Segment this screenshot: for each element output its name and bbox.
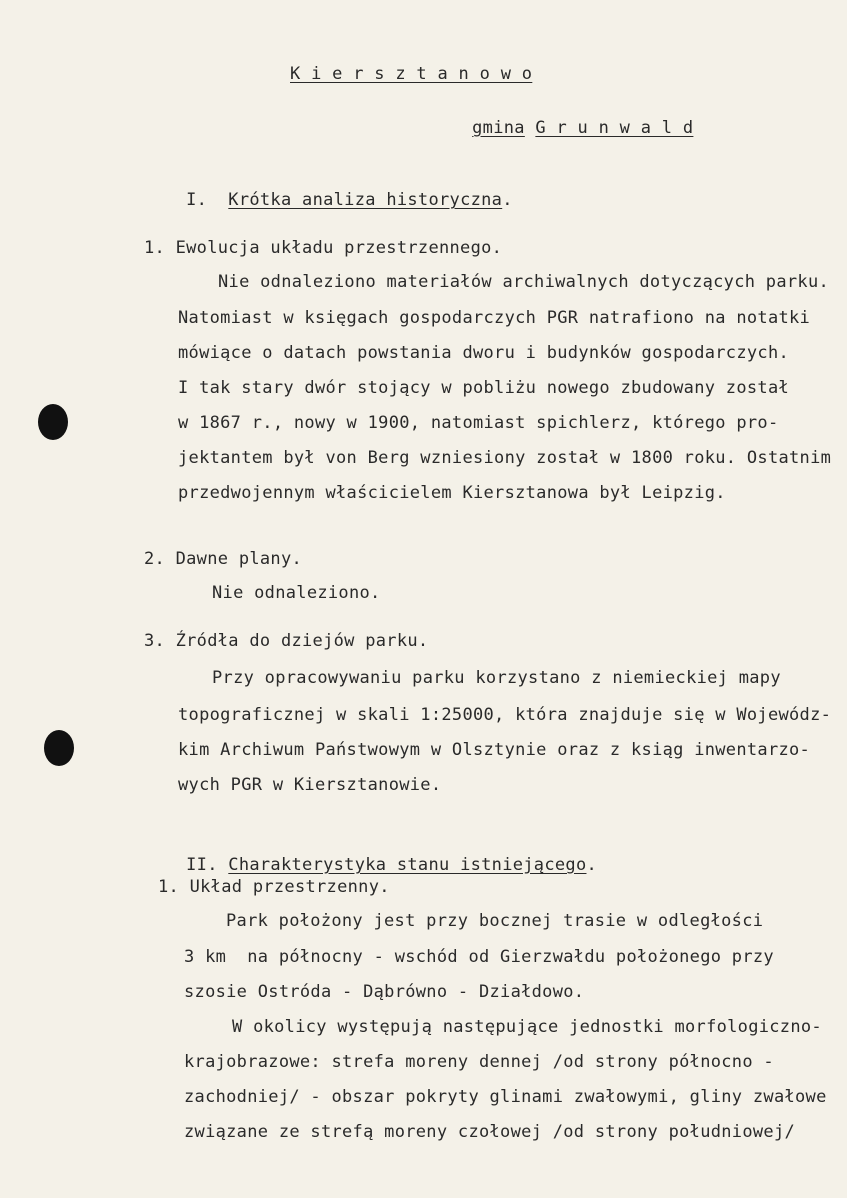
section-title: Krótka analiza historyczna	[228, 190, 503, 210]
section-heading-end: .	[502, 190, 513, 210]
paragraph-line: przedwojennym właścicielem Kiersztanowa był Leipzig.	[178, 483, 726, 503]
paragraph-line: związane ze strefą moreny czołowej /od strony południowej/	[184, 1122, 796, 1142]
paragraph-line: mówiące o datach powstania dworu i budynków gospodarczych.	[178, 343, 790, 363]
document-subtitle	[430, 98, 693, 158]
section-number: I.	[186, 190, 208, 210]
section-title: Charakterystyka stanu istniejącego	[228, 855, 587, 875]
paragraph-line: Natomiast w księgach gospodarczych PGR natrafiono na notatki	[178, 308, 811, 328]
item-title: 1. Układ przestrzenny.	[158, 877, 390, 897]
paragraph-line: W okolicy występują następujące jednostki morfologiczno-	[232, 1017, 822, 1037]
subtitle-prefix: gmina	[472, 118, 525, 138]
section-heading-end: .	[586, 855, 598, 875]
paragraph-line: krajobrazowe: strefa moreny dennej /od strony północno -	[184, 1052, 774, 1072]
paragraph-line: Park położony jest przy bocznej trasie w odległości	[226, 911, 764, 931]
paragraph-line: zachodniej/ - obszar pokryty glinami zwałowymi, gliny zwałowe	[184, 1087, 827, 1107]
punch-hole	[44, 730, 74, 766]
paragraph-line: w 1867 r., nowy w 1900, natomiast spichlerz, którego pro-	[178, 413, 779, 433]
paragraph-line: I tak stary dwór stojący w pobliżu nowego zbudowany został	[178, 378, 790, 398]
paragraph-line: jektantem był von Berg wzniesiony został w 1800 roku. Ostatnim	[178, 448, 832, 468]
paragraph-line: szosie Ostróda - Dąbrówno - Działdowo.	[184, 982, 585, 1002]
section-number: II.	[186, 855, 218, 875]
paragraph-line: Przy opracowywaniu parku korzystano z niemieckiej mapy	[212, 668, 781, 688]
paragraph-line: Nie odnaleziono.	[212, 583, 381, 603]
paragraph-line: 3 km na północny - wschód od Gierzwałdu położonego przy	[184, 947, 774, 967]
paragraph-line: topograficznej w skali 1:25000, która znajduje się w Wojewódz-	[178, 705, 832, 725]
paragraph-line: wych PGR w Kiersztanowie.	[178, 775, 442, 795]
section-heading	[144, 170, 513, 230]
document-title: K i e r s z t a n o w o	[290, 64, 533, 84]
paragraph-line: Nie odnaleziono materiałów archiwalnych dotyczących parku.	[218, 272, 830, 292]
item-title: 3. Źródła do dziejów parku.	[144, 631, 429, 651]
item-title: 2. Dawne plany.	[144, 549, 303, 569]
subtitle-name: G r u n w a l d	[535, 118, 694, 138]
item-title: 1. Ewolucja układu przestrzennego.	[144, 238, 503, 258]
paragraph-line: kim Archiwum Państwowym w Olsztynie oraz z ksiąg inwentarzo-	[178, 740, 811, 760]
punch-hole	[38, 404, 68, 440]
